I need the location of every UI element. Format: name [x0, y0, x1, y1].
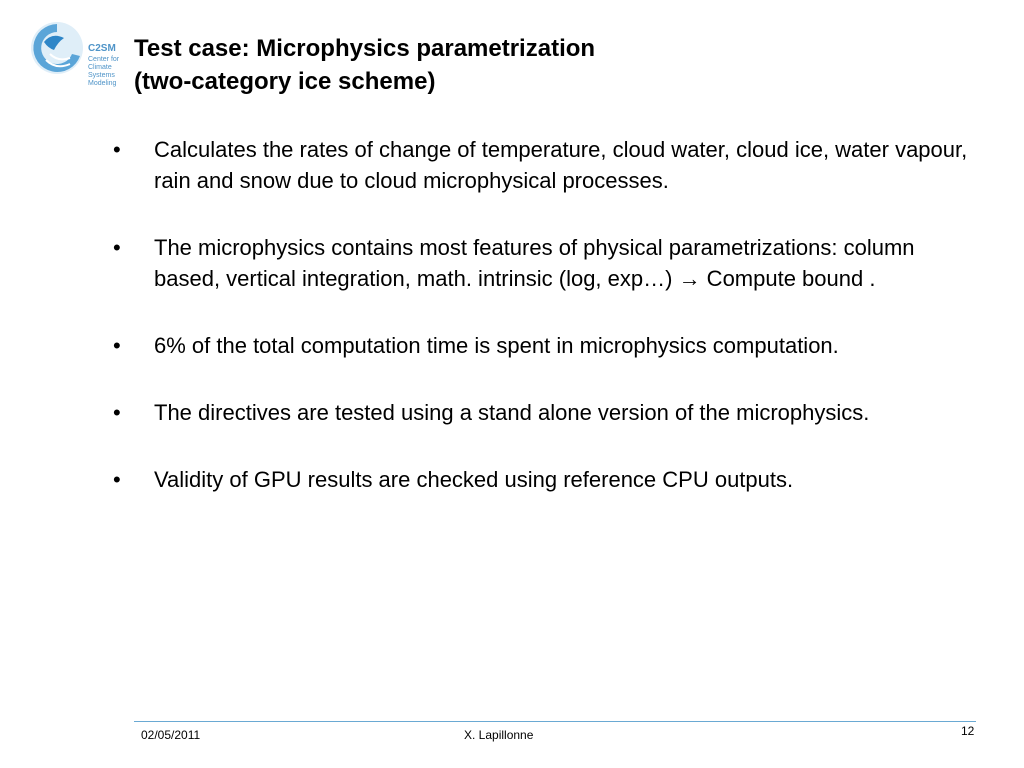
c2sm-logo	[30, 18, 122, 87]
c2sm-logo-icon	[30, 18, 90, 80]
bullet-text: Calculates the rates of change of temperature, cloud water, cloud ice, water vapour, rain and snow due to cloud microphysical processes.	[154, 137, 968, 193]
bullet-item	[113, 134, 973, 196]
bullet-item	[113, 232, 973, 294]
logo-text	[88, 44, 122, 88]
bullet-marker: •	[113, 235, 121, 260]
bullet-marker: •	[113, 467, 121, 492]
slide-title	[134, 32, 894, 98]
page-number: 12	[961, 724, 975, 738]
logo-subtitle-line2: Systems Modeling	[88, 72, 117, 87]
bullet-marker: •	[113, 137, 121, 162]
slide-title-line2: (two-category ice scheme)	[134, 68, 436, 95]
footer-author: X. Lapillonne	[464, 728, 534, 742]
logo-brand: C2SM	[88, 43, 116, 54]
bullet-item	[113, 464, 973, 495]
footer-date: 02/05/2011	[141, 728, 201, 742]
footer-divider	[134, 721, 976, 722]
bullet-text: 6% of the total computation time is spent in microphysics computation.	[154, 333, 839, 358]
bullet-text: The microphysics contains most features of physical parametrizations: column based, vertical integration, math. intrinsic (log, exp…) → Compute bound .	[154, 235, 915, 291]
bullet-item	[113, 397, 973, 428]
bullet-marker: •	[113, 400, 121, 425]
bullet-marker: •	[113, 333, 121, 358]
bullet-text: The directives are tested using a stand alone version of the microphysics.	[154, 400, 870, 425]
logo-subtitle-line1: Center for Climate	[88, 56, 120, 71]
bullet-list	[113, 134, 973, 531]
bullet-text: Validity of GPU results are checked using reference CPU outputs.	[154, 467, 794, 492]
slide-title-line1: Test case: Microphysics parametrization	[134, 35, 596, 62]
bullet-item	[113, 330, 973, 361]
